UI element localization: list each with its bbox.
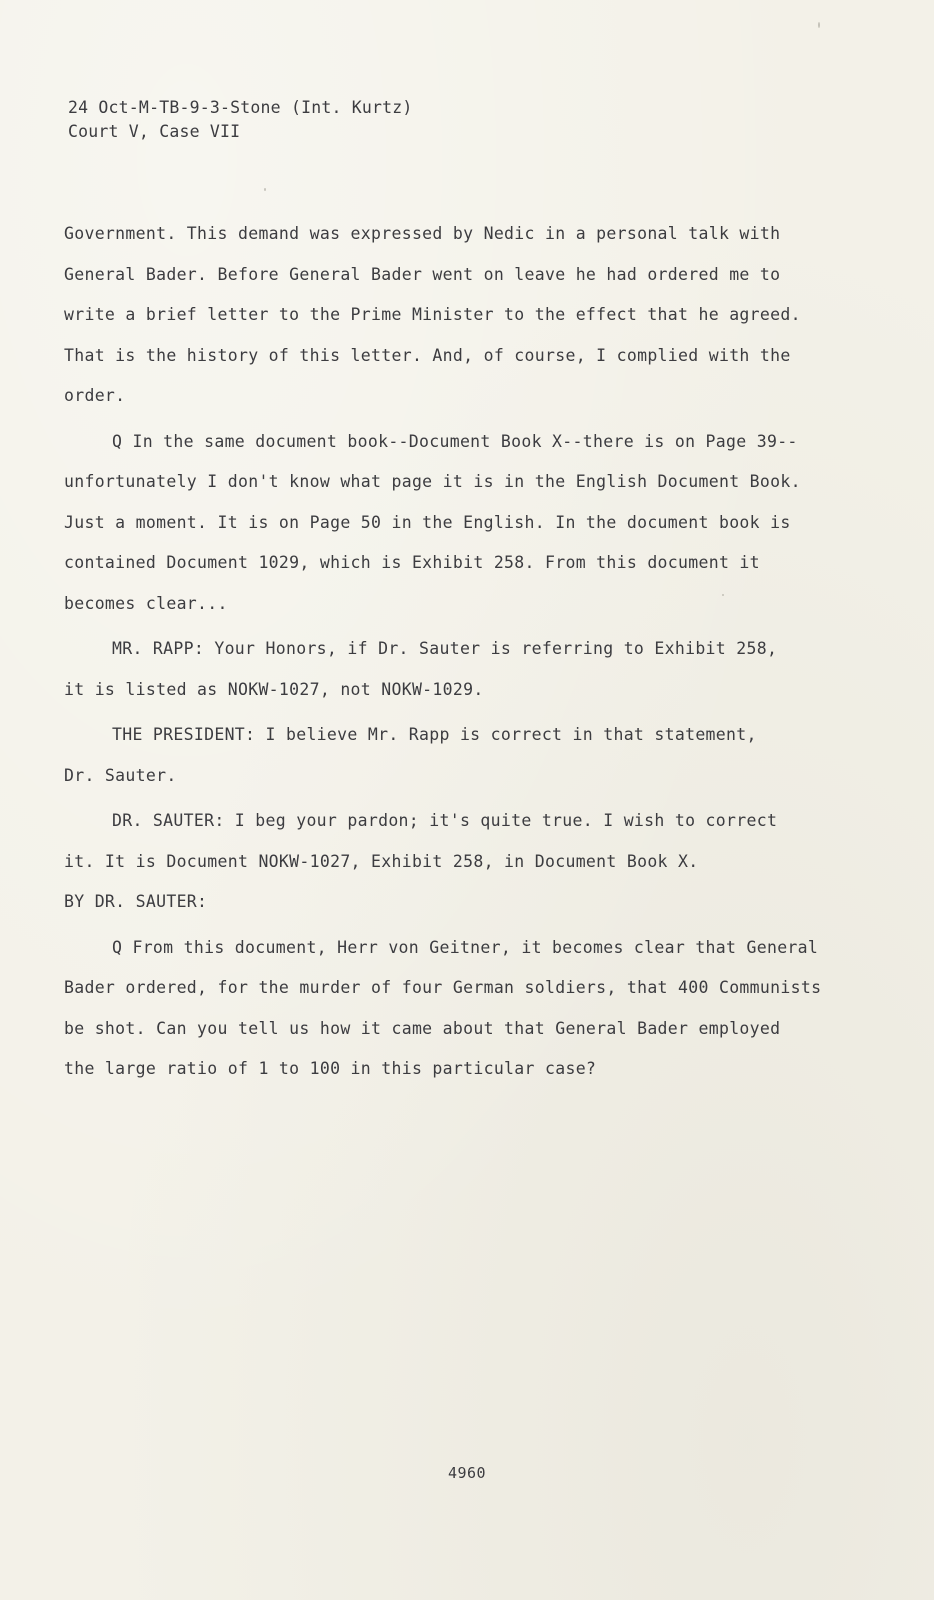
paragraph-question-ratio bbox=[64, 936, 854, 1098]
paper-speck bbox=[264, 188, 266, 191]
page-number: 4960 bbox=[447, 1464, 487, 1482]
text-line: be shot. Can you tell us how it came about that General Bader employed bbox=[64, 1018, 781, 1038]
text-line: unfortunately I don't know what page it is in the English Document Book. bbox=[64, 472, 801, 491]
text-line: becomes clear... bbox=[64, 593, 228, 613]
text-line: Government. This demand was expressed by Nedic in a personal talk with bbox=[64, 224, 781, 243]
paragraph-question-document-book bbox=[64, 430, 854, 633]
text-line: Bader ordered, for the murder of four German soldiers, that 400 Communists bbox=[64, 978, 822, 997]
paragraph-mr-rapp bbox=[64, 637, 854, 718]
header-session-line: 24 Oct-M-TB-9-3-Stone (Int. Kurtz) bbox=[68, 98, 413, 117]
text-line: the large ratio of 1 to 100 in this particular case? bbox=[64, 1059, 597, 1078]
text-line: MR. RAPP: Your Honors, if Dr. Sauter is referring to Exhibit 258, bbox=[112, 639, 778, 658]
text-line: order. bbox=[64, 386, 126, 405]
examiner-line: BY DR. SAUTER: bbox=[64, 892, 208, 911]
text-line: write a brief letter to the Prime Minister to the effect that he agreed. bbox=[64, 305, 801, 324]
text-line: contained Document 1029, which is Exhibit 258. From this document it bbox=[64, 553, 760, 572]
text-line: Q In the same document book--Document Book X--there is on Page 39-- bbox=[112, 431, 798, 451]
paragraph-dr-sauter bbox=[64, 809, 854, 931]
paper-speck bbox=[818, 22, 820, 28]
text-line: General Bader. Before General Bader went on leave he had ordered me to bbox=[64, 264, 781, 284]
text-line: Q From this document, Herr von Geitner, it becomes clear that General bbox=[112, 937, 819, 957]
text-line: it is listed as NOKW-1027, not NOKW-1029. bbox=[64, 679, 484, 699]
page-header bbox=[68, 96, 413, 144]
text-line: That is the history of this letter. And, of course, I complied with the bbox=[64, 345, 791, 365]
transcript-body bbox=[64, 222, 854, 1098]
header-court-line: Court V, Case VII bbox=[68, 122, 241, 141]
paragraph-government bbox=[64, 222, 854, 425]
paper-speck bbox=[722, 594, 724, 596]
text-line: it. It is Document NOKW-1027, Exhibit 258, in Document Book X. bbox=[64, 851, 699, 871]
text-line: Dr. Sauter. bbox=[64, 765, 177, 785]
text-line: THE PRESIDENT: I believe Mr. Rapp is correct in that statement, bbox=[112, 725, 757, 744]
text-line: Just a moment. It is on Page 50 in the English. In the document book is bbox=[64, 512, 791, 532]
text-line: DR. SAUTER: I beg your pardon; it's quite true. I wish to correct bbox=[112, 811, 778, 830]
paragraph-the-president bbox=[64, 723, 854, 804]
